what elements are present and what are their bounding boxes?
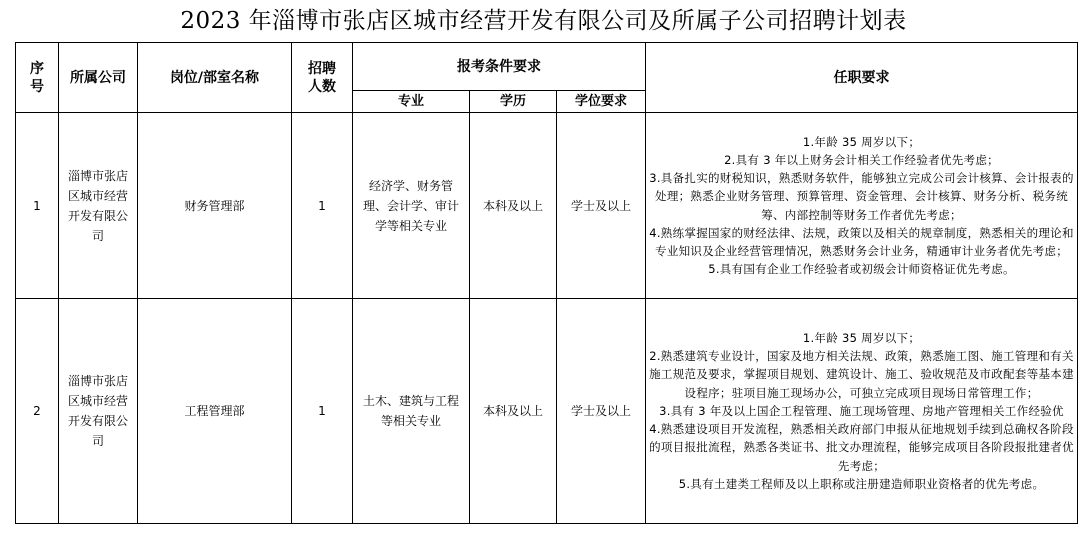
row-major-text: 经济学、财务管理、会计学、审计学等相关专业 — [362, 178, 459, 233]
header-position: 岗位/部室名称 — [138, 43, 292, 113]
header-major: 专业 — [353, 91, 470, 113]
page-title: 2023 年淄博市张店区城市经营开发有限公司及所属子公司招聘计划表 — [180, 8, 907, 34]
requirement-item: 1.年龄 35 周岁以下； — [802, 331, 921, 346]
row-company — [59, 299, 138, 524]
row-position: 工程管理部 — [138, 299, 292, 524]
header-company: 所属公司 — [59, 43, 138, 113]
requirement-item: 1.年龄 35 周岁以下； — [802, 134, 921, 149]
requirement-item: 2.熟悉建筑专业设计，国家及地方相关法规、政策，熟悉施工图、施工管理和有关施工规范及要求，掌握项目规划、建筑设计、施工、验收规范及市政配套等基本建设程序；驻项目施工现场办公，可独立完成项目现场日常管理工作； — [649, 349, 1074, 400]
header-requirements: 任职要求 — [646, 43, 1078, 113]
row-company-text: 淄博市张店区城市经营开发有限公司 — [68, 168, 129, 243]
header-conditions: 报考条件要求 — [353, 43, 646, 91]
row-requirements — [646, 299, 1078, 524]
requirement-item: 5.具有土建类工程师及以上职称或注册建造师职业资格者的优先考虑。 — [678, 476, 1045, 491]
requirement-item: 5.具有国有企业工作经验者或初级会计师资格证优先考虑。 — [708, 262, 1015, 277]
row-major — [353, 299, 470, 524]
row-major-text: 土木、建筑与工程等相关专业 — [362, 394, 459, 428]
row-degree: 学士及以上 — [557, 299, 646, 524]
header-seq: 序号 — [16, 43, 59, 113]
header-education: 学历 — [470, 91, 557, 113]
row-seq: 2 — [16, 299, 59, 524]
row-education: 本科及以上 — [470, 299, 557, 524]
row-count: 1 — [292, 299, 353, 524]
table-row — [16, 113, 1078, 299]
row-company-text: 淄博市张店区城市经营开发有限公司 — [68, 374, 129, 448]
header-degree: 学位要求 — [557, 91, 646, 113]
row-company — [59, 113, 138, 299]
requirement-item: 3.具有 3 年及以上国企工程管理、施工现场管理、房地产管理相关工作经验优 — [659, 403, 1064, 418]
header-count: 招聘人数 — [292, 43, 353, 113]
requirement-item: 3.具备扎实的财税知识，熟悉财务软件，能够独立完成公司会计核算、会计报表的处理；熟悉企业财务管理、预算管理、资金管理、会计核算、财务分析、税务统筹、内部控制等财务工作者优先考虑； — [649, 171, 1074, 222]
row-requirements — [646, 113, 1078, 299]
header-row — [16, 43, 1078, 91]
row-position: 财务管理部 — [138, 113, 292, 299]
requirement-item: 2.具有 3 年以上财务会计相关工作经验者优先考虑； — [724, 152, 999, 167]
row-seq: 1 — [16, 113, 59, 299]
requirement-item: 4.熟练掌握国家的财经法律、法规，政策以及相关的规章制度，熟悉相关的理论和专业知识及企业经营管理情况，熟悉财务会计业务，精通审计业务者优先考虑； — [649, 225, 1074, 258]
recruitment-table — [15, 42, 1078, 524]
requirement-item: 4.熟悉建设项目开发流程，熟悉相关政府部门申报从征地规划手续到总确权各阶段的项目报批流程，熟悉各类证书、批文办理流程，能够完成项目各阶段报批建者优先考虑； — [649, 422, 1074, 473]
row-count: 1 — [292, 113, 353, 299]
row-degree: 学士及以上 — [557, 113, 646, 299]
table-row — [16, 299, 1078, 524]
row-education: 本科及以上 — [470, 113, 557, 299]
row-major — [353, 113, 470, 299]
